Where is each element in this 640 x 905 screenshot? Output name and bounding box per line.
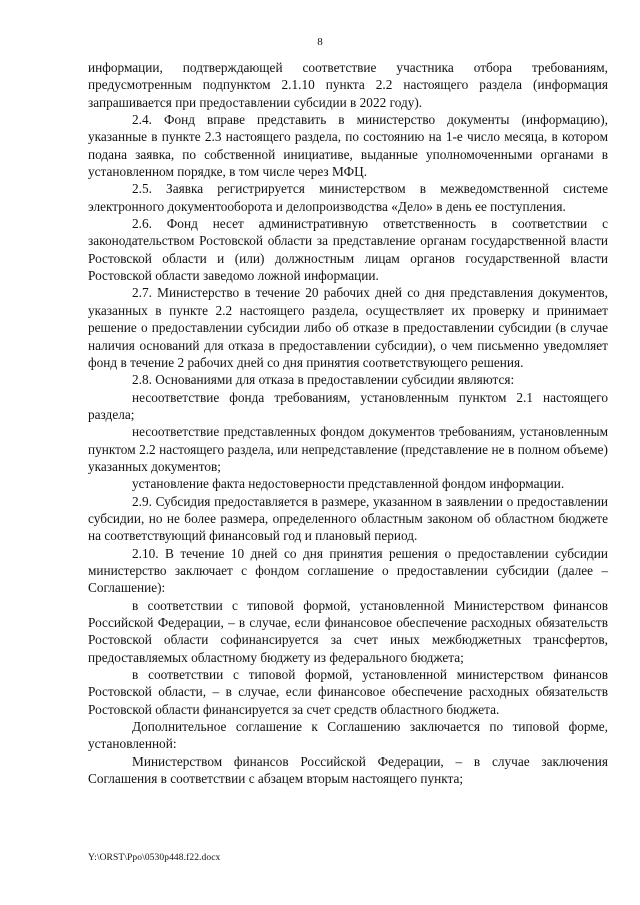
paragraph-2-4: 2.4. Фонд вправе представить в министерство документы (информацию), указанные в пункте 2.3 настоящего раздела, по состоянию на 1-е число месяца, в котором подана заявка, по собственной инициативе, выданные уполномоченными органами в установленном порядке, в том числе через МФЦ. bbox=[88, 112, 608, 180]
paragraph-2-9: 2.9. Субсидия предоставляется в размере, указанном в заявлении о предоставлении субсидии, но не более размера, определенного областным законом об областном бюджете на соответствующий финансовый год и плановый период. bbox=[88, 493, 608, 544]
paragraph-2-5: 2.5. Заявка регистрируется министерством в межведомственной системе электронного документооборота и делопроизводства «Дело» в день ее поступления. bbox=[88, 181, 608, 214]
paragraph-2-7: 2.7. Министерство в течение 20 рабочих дней со дня представления документов, указанных в пункте 2.2 настоящего раздела, осуществляет их проверку и принимает решение о предоставлении субсидии либо об отказе в предоставлении субсидии (в случае наличия оснований для отказа в предоставлении субсидии), о чем письменно уведомляет фонд в течение 2 рабочих дней со дня принятия соответствующего решения. bbox=[88, 285, 608, 370]
agreement-form-federal: в соответствии с типовой формой, установленной Министерством финансов Российской Федерации, – в случае, если финансовое обеспечение расходных обязательств Ростовской области софинансируется за счет иных межбюджетных трансфертов, предоставляемых областному бюджету из федерального бюджета; bbox=[88, 597, 608, 665]
refusal-ground-1: несоответствие фонда требованиям, установленным пунктом 2.1 настоящего раздела; bbox=[88, 389, 608, 422]
refusal-ground-3: установление факта недостоверности представленной фондом информации. bbox=[132, 476, 565, 492]
page-number: 8 bbox=[317, 36, 323, 48]
paragraph-2-10: 2.10. В течение 10 дней со дня принятия решения о предоставлении субсидии министерство заключает с фондом соглашение о предоставлении субсидии (далее – Соглашение): bbox=[88, 545, 608, 596]
paragraph-2-8: 2.8. Основаниями для отказа в предоставлении субсидии являются: bbox=[132, 372, 515, 388]
paragraph-2-6: 2.6. Фонд несет административную ответственность в соответствии с законодательством Ростовской области за представление органам государственной власти Ростовской области и (или) должностным лицам органов государственной власти Ростовской области заведомо ложной информации. bbox=[88, 216, 608, 284]
paragraph-continuation: информации, подтверждающей соответствие участника отбора требованиям, предусмотренным подпунктом 2.1.10 пункта 2.2 настоящего раздела (информация запрашивается при предоставлении субсидии в 2022 году). bbox=[88, 60, 608, 110]
additional-agreement: Дополнительное соглашение к Соглашению заключается по типовой форме, установленной: bbox=[88, 719, 608, 752]
refusal-ground-2: несоответствие представленных фондом документов требованиям, установленным пунктом 2.2 настоящего раздела, или непредставление (представление не в полном объеме) указанных документов; bbox=[88, 424, 608, 474]
document-body bbox=[88, 59, 608, 787]
additional-agreement-federal: Министерством финансов Российской Федерации, – в случае заключения Соглашения в соответствии с абзацем вторым настоящего пункта; bbox=[88, 753, 608, 787]
agreement-form-regional: в соответствии с типовой формой, установленной министерством финансов Ростовской области, – в случае, если финансовое обеспечение расходных обязательств Ростовской области финансируется за счет средств областного бюджета. bbox=[88, 667, 608, 717]
file-path-footer: Y:\ORST\Ppo\0530p448.f22.docx bbox=[88, 853, 221, 863]
